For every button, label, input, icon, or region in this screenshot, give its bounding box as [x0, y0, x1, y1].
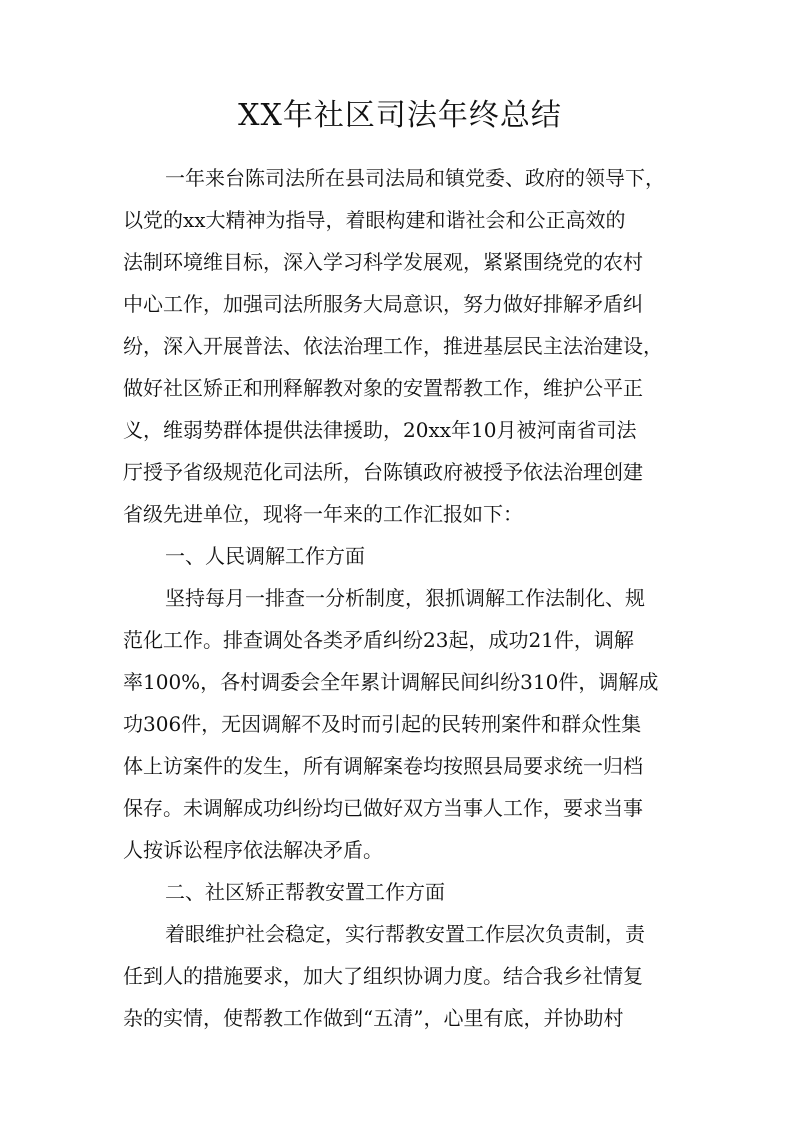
paragraph-line: 功306件，无因调解不及时而引起的民转刑案件和群众性集 — [123, 712, 642, 736]
document-title: XX年社区司法年终总结 — [238, 98, 562, 133]
paragraph-line: 纷，深入开展普法、依法治理工作，推进基层民主法治建设， — [123, 334, 663, 358]
paragraph-line: 任到人的措施要求，加大了组织协调力度。结合我乡社情复 — [123, 964, 643, 988]
paragraph-line: 杂的实情，使帮教工作做到“五清”，心里有底，并协助村 — [123, 1006, 624, 1030]
paragraph-line: 义，维弱势群体提供法律援助，20xx年10月被河南省司法 — [123, 418, 637, 442]
paragraph-line: 体上访案件的发生，所有调解案卷均按照县局要求统一归档 — [123, 754, 643, 778]
paragraph-line: 中心工作，加强司法所服务大局意识，努力做好排解矛盾纠 — [123, 292, 643, 316]
paragraph-line: 一年来台陈司法所在县司法局和镇党委、政府的领导下， — [165, 166, 665, 190]
paragraph-line: 率100%，各村调委会全年累计调解民间纠纷310件，调解成 — [123, 670, 659, 694]
paragraph-line: 范化工作。排查调处各类矛盾纠纷23起，成功21件，调解 — [123, 628, 634, 652]
paragraph-line: 厅授予省级规范化司法所，台陈镇政府被授予依法治理创建 — [123, 460, 643, 484]
paragraph-line: 坚持每月一排查一分析制度，狠抓调解工作法制化、规 — [165, 586, 645, 610]
section-heading: 一、人民调解工作方面 — [165, 544, 365, 568]
paragraph-line: 保存。未调解成功纠纷均已做好双方当事人工作，要求当事 — [123, 796, 643, 820]
paragraph-line: 以党的xx大精神为指导，着眼构建和谐社会和公正高效的 — [123, 208, 626, 232]
paragraph-line: 法制环境维目标，深入学习科学发展观，紧紧围绕党的农村 — [123, 250, 643, 274]
paragraph-line: 省级先进单位，现将一年来的工作汇报如下： — [123, 502, 523, 526]
paragraph-line: 人按诉讼程序依法解决矛盾。 — [123, 838, 383, 862]
paragraph-line: 着眼维护社会稳定，实行帮教安置工作层次负责制，责 — [165, 922, 645, 946]
section-heading: 二、社区矫正帮教安置工作方面 — [165, 880, 445, 904]
paragraph-line: 做好社区矫正和刑释解教对象的安置帮教工作，维护公平正 — [123, 376, 643, 400]
